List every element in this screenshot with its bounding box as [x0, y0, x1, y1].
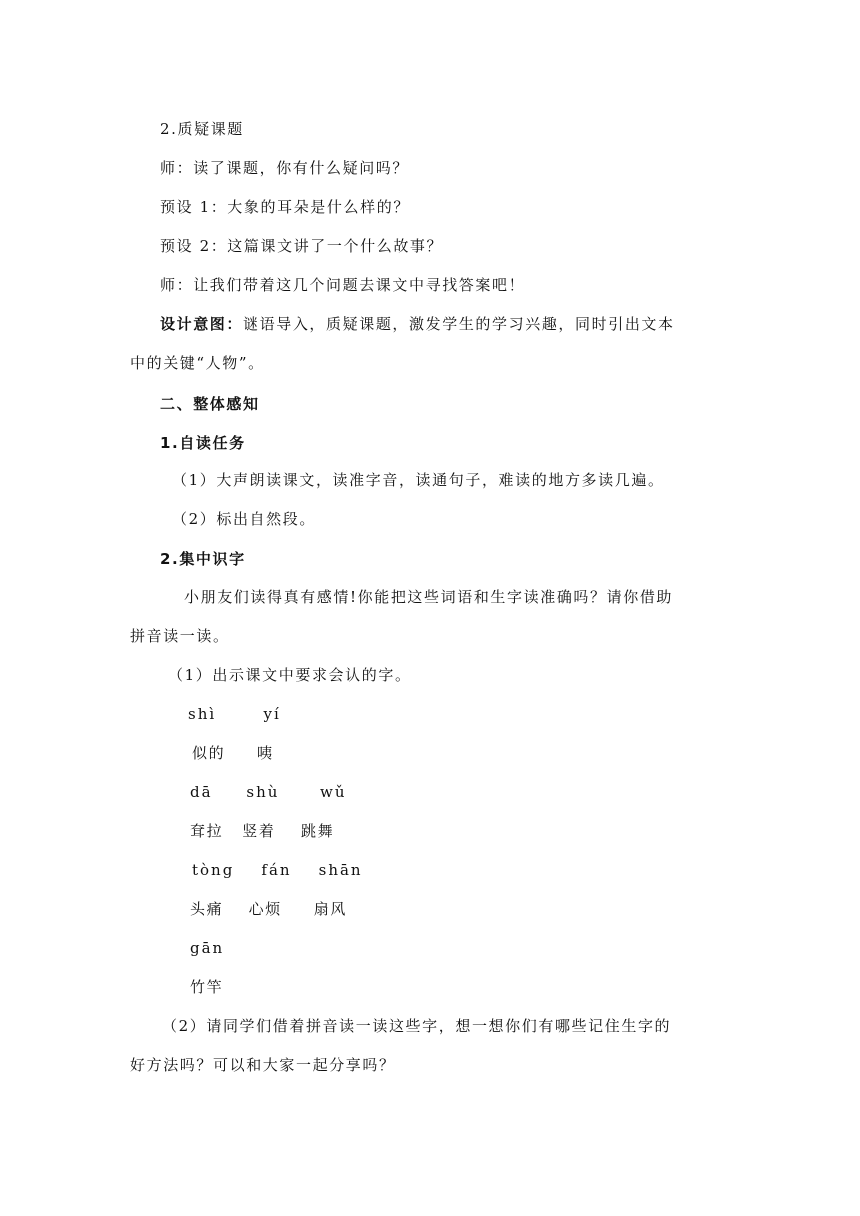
subsection-heading-character-learning: 2.集中识字 — [160, 550, 246, 568]
design-intent-line-2: 中的关键“人物”。 — [130, 354, 265, 372]
subsection-heading-question-title: 2.质疑课题 — [160, 120, 244, 138]
teacher-question: 师：读了课题，你有什么疑问吗？ — [160, 159, 410, 177]
design-intent-text: 谜语导入，质疑课题，激发学生的学习兴趣，同时引出文本 — [243, 315, 675, 333]
word-row-2: 耷拉 竖着 跳舞 — [190, 822, 335, 840]
preset-2: 预设 2：这篇课文讲了一个什么故事？ — [160, 237, 444, 255]
design-intent-line-1 — [160, 314, 675, 334]
pinyin-row-4: gān — [190, 939, 225, 957]
character-learning-intro-line-1: 小朋友们读得真有感情!你能把这些词语和生字读准确吗？请你借助 — [184, 588, 674, 606]
self-reading-item-2: （2）标出自然段。 — [172, 510, 316, 528]
word-row-3: 头痛 心烦 扇风 — [190, 900, 347, 918]
character-learning-item-1: （1）出示课文中要求会认的字。 — [168, 666, 412, 684]
character-learning-item-2-line-1: （2）请同学们借着拼音读一读这些字，想一想你们有哪些记住生字的 — [162, 1017, 672, 1035]
pinyin-row-2: dā shù wǔ — [190, 783, 347, 801]
design-intent-label: 设计意图： — [160, 315, 244, 333]
pinyin-row-1: shì yí — [188, 705, 281, 723]
character-learning-intro-line-2: 拼音读一读。 — [130, 627, 230, 645]
pinyin-row-3: tòng fán shān — [192, 861, 363, 879]
section-heading-overall-perception: 二、整体感知 — [160, 395, 260, 413]
preset-1: 预设 1：大象的耳朵是什么样的？ — [160, 198, 410, 216]
word-row-1: 似的 咦 — [192, 744, 274, 762]
subsection-heading-self-reading: 1.自读任务 — [160, 434, 246, 452]
self-reading-item-1: （1）大声朗读课文，读准字音，读通句子，难读的地方多读几遍。 — [172, 471, 665, 489]
teacher-closing: 师：让我们带着这几个问题去课文中寻找答案吧！ — [160, 276, 526, 294]
character-learning-item-2-line-2: 好方法吗？可以和大家一起分享吗？ — [130, 1056, 396, 1074]
word-row-4: 竹竿 — [190, 978, 224, 996]
